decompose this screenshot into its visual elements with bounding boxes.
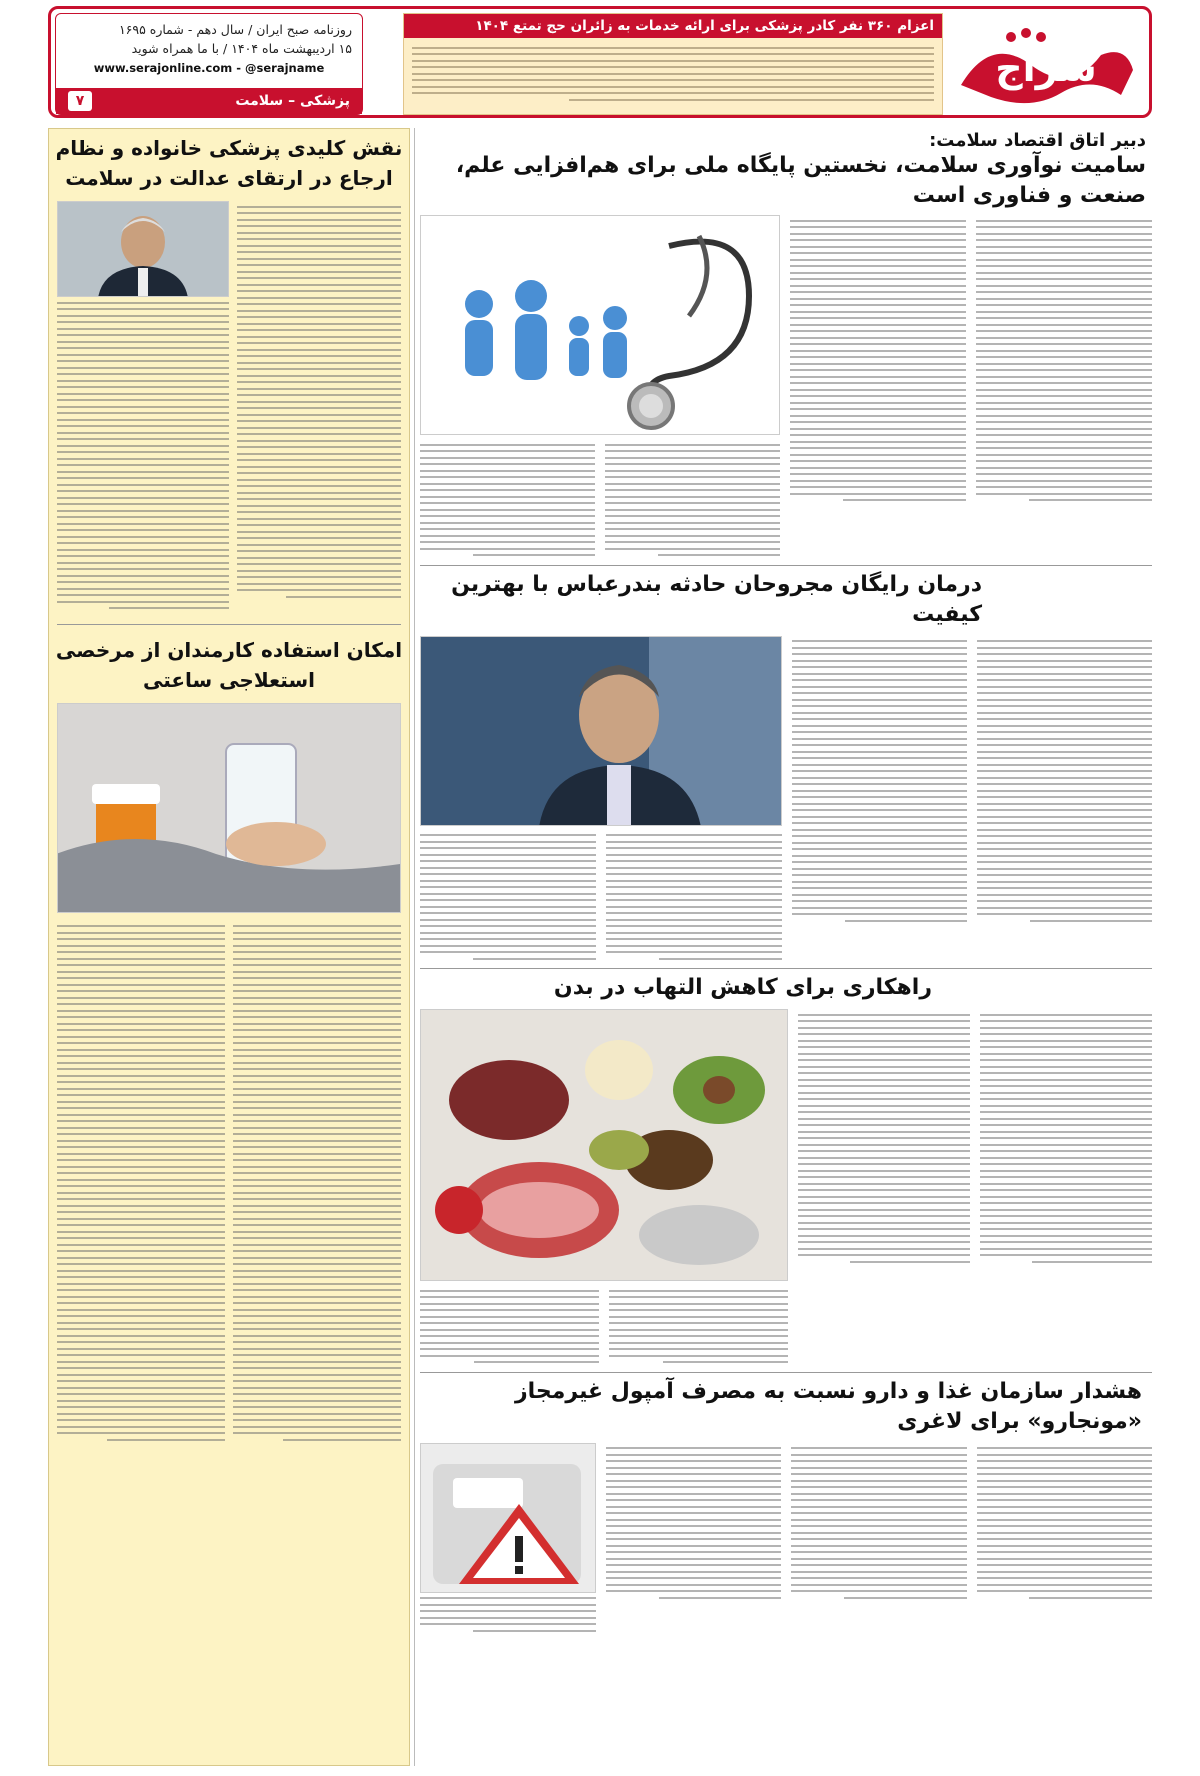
article-body <box>790 215 966 561</box>
article-title: امکان استفاده کارمندان از مرخصی استعلاجی ساعتی <box>55 637 403 692</box>
newspaper-logo <box>951 15 1141 111</box>
masthead <box>48 6 1152 118</box>
article-body <box>792 636 967 965</box>
article-body <box>791 1443 966 1637</box>
website-line[interactable]: www.serajonline.com - @serajname <box>93 61 325 75</box>
date-line: ۱۵ اردیبهشت ماه ۱۴۰۴ / با ما همراه شوید <box>131 41 352 56</box>
section-band <box>56 88 362 114</box>
article-body <box>420 1285 599 1368</box>
main-column <box>420 128 1152 1766</box>
issue-line: روزنامه صبح ایران / سال دهم - شماره ۱۶۹۵ <box>118 22 352 37</box>
article-body <box>609 1285 788 1368</box>
divider <box>57 624 401 625</box>
minister-photo <box>57 201 229 297</box>
article-title: راهکاری برای کاهش التهاب در بدن <box>553 975 932 1000</box>
article-title: نقش کلیدی پزشکی خانواده و نظام ارجاع در ارتقای عدالت در سلامت <box>55 136 403 190</box>
teaser-title: اعزام ۳۶۰ نفر کادر پزشکی برای ارائه خدمات به زائران حج تمتع ۱۴۰۴ <box>404 14 942 38</box>
article-body <box>420 439 595 561</box>
article-body <box>237 201 401 614</box>
article-family-medicine[interactable] <box>49 129 409 618</box>
svg-text:سراج: سراج <box>995 46 1097 90</box>
article-body <box>606 1443 781 1637</box>
article-kicker: دبیر اتاق اقتصاد سلامت: <box>929 130 1146 151</box>
article-body <box>233 921 401 1446</box>
article-body <box>798 1009 970 1368</box>
teaser-box[interactable] <box>403 13 943 115</box>
article-body <box>57 921 225 1446</box>
article-body <box>57 302 229 610</box>
article-title: درمان رایگان مجروحان حادثه بندرعباس با بهترین کیفیت <box>451 571 982 627</box>
article-body <box>977 636 1152 965</box>
scale-warning-image <box>420 1443 596 1593</box>
article-inflammation[interactable] <box>420 973 1152 1368</box>
teaser-body <box>404 38 942 109</box>
article-body <box>976 215 1152 561</box>
newspaper-page <box>48 6 1152 1770</box>
side-column <box>48 128 410 1766</box>
divider <box>420 968 1152 969</box>
family-stethoscope-image <box>420 215 780 435</box>
healthy-food-image <box>420 1009 788 1281</box>
article-title: سامیت نوآوری سلامت، نخستین پایگاه ملی برای هم‌افزایی علم، صنعت و فناوری است <box>455 153 1146 208</box>
article-innovation-summit[interactable] <box>420 130 1152 561</box>
article-mounjaro-warning[interactable] <box>420 1377 1152 1637</box>
page-number: ۷ <box>68 91 92 111</box>
column-rule <box>414 128 415 1766</box>
divider <box>420 565 1152 566</box>
official-photo <box>420 636 782 826</box>
article-body <box>605 439 780 561</box>
article-body <box>980 1009 1152 1368</box>
article-body <box>420 830 596 965</box>
article-bandarabbas-injured[interactable] <box>420 570 1152 965</box>
article-title: هشدار سازمان غذا و دارو نسبت به مصرف آمپول غیرمجاز «مونجارو» برای لاغری <box>514 1378 1142 1434</box>
medication-image <box>57 703 401 913</box>
issue-info-box <box>55 13 363 115</box>
divider <box>420 1372 1152 1373</box>
article-body <box>977 1443 1152 1637</box>
article-body <box>606 830 782 965</box>
article-body <box>420 1597 596 1632</box>
article-sick-leave[interactable] <box>49 631 409 1450</box>
section-label: پزشکی – سلامت <box>235 93 350 109</box>
